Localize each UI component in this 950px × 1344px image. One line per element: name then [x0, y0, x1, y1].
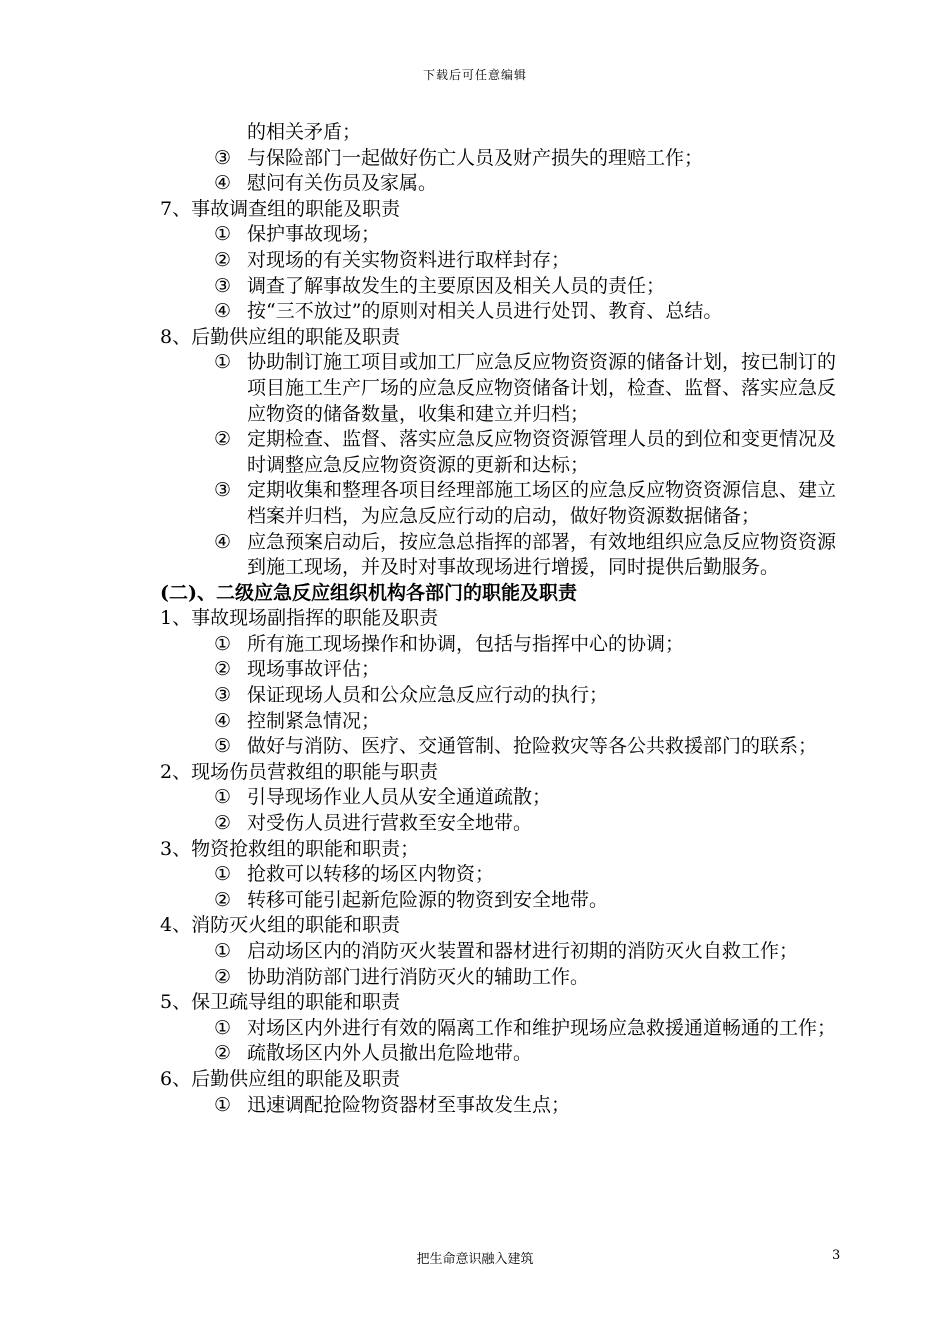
list-item [160, 274, 860, 300]
item-number: ① [214, 223, 232, 246]
item-text: 现场事故评估； [247, 658, 381, 681]
page-number: 3 [832, 1248, 841, 1263]
list-item [160, 1041, 860, 1067]
list-item [160, 888, 860, 914]
list-item [160, 222, 860, 248]
item-number: ③ [214, 684, 232, 707]
item-text: 对受伤人员进行营救至安全地带。 [247, 812, 533, 835]
list-item [160, 1093, 860, 1119]
list-item [160, 862, 860, 888]
item-text: 迅速调配抢险物资器材至事故发生点； [247, 1093, 571, 1116]
item-text: 对场区内外进行有效的隔离工作和维护现场应急救援通道畅通的工作； [247, 1016, 837, 1039]
item-text: 对现场的有关实物资料进行取样封存； [247, 248, 571, 271]
item-text: 定期收集和整理各项目经理部施工场区的应急反应物资资源信息、建立档案并归档，为应急反应行动的启动，做好物资源数据储备； [247, 479, 837, 527]
subsection-heading: 8、后勤供应组的职能及职责 [160, 325, 401, 348]
item-text: 启动场区内的消防灭火装置和器材进行初期的消防灭火自救工作； [247, 940, 799, 962]
list-item [160, 530, 860, 581]
list-item [160, 171, 860, 197]
section-heading: (二)、二级应急反应组织机构各部门的职能及职责 [160, 581, 577, 604]
item-text: 定期检查、监督、落实应急反应物资资源管理人员的到位和变更情况及时调整应急反应物资资源的更新和达标； [247, 428, 837, 476]
item-text: 与保险部门一起做好伤亡人员及财产损失的理赔工作； [247, 146, 704, 169]
item-text: 慰问有关伤员及家属。 [247, 172, 438, 195]
list-item [160, 965, 860, 991]
item-text: 控制紧急情况； [247, 709, 381, 732]
item-text: 转移可能引起新危险源的物资到安全地带。 [247, 888, 609, 911]
list-item [160, 939, 860, 965]
subsection-heading: 3、物资抢救组的职能和职责； [160, 837, 420, 860]
item-number: ② [214, 428, 232, 451]
list-item [160, 248, 860, 274]
subsection-heading: 7、事故调查组的职能及职责 [160, 197, 401, 220]
item-number: ④ [214, 172, 232, 195]
subsection-heading: 4、消防灭火组的职能和职责 [160, 914, 401, 937]
item-text: 引导现场作业人员从安全通道疏散； [247, 786, 552, 809]
list-item [160, 299, 860, 325]
item-number: ② [214, 812, 232, 835]
list-item [160, 427, 860, 478]
item-text: 做好与消防、医疗、交通管制、抢险救灾等各公共救援部门的联系； [247, 735, 818, 758]
item-number: ④ [214, 300, 232, 323]
item-number: ③ [214, 479, 232, 502]
item-text: 调查了解事故发生的主要原因及相关人员的责任； [247, 274, 666, 297]
item-number: ① [214, 1016, 232, 1039]
item-number: ① [214, 940, 232, 962]
document-body [160, 120, 860, 1118]
item-text: 保护事故现场； [247, 223, 381, 246]
item-number: ① [214, 351, 232, 374]
continued-text [160, 120, 860, 146]
list-item [160, 350, 860, 427]
list-item [160, 734, 860, 760]
item-text: 保证现场人员和公众应急反应行动的执行； [247, 684, 609, 707]
item-text: 疏散场区内外人员撤出危险地带。 [247, 1042, 533, 1065]
item-text: 应急预案启动后，按应急总指挥的部署，有效地组织应急反应物资资源到施工现场，并及时对事故现场进行增援，同时提供后勤服务。 [247, 530, 837, 579]
subsection-heading: 2、现场伤员营救组的职能与职责 [160, 760, 439, 783]
item-number: ④ [214, 709, 232, 732]
item-number: ⑤ [214, 735, 232, 758]
page-footer: 把生命意识融入建筑 [416, 1252, 534, 1267]
page-header: 下载后可任意编辑 [422, 68, 527, 82]
subsection-heading: 5、保卫疏导组的职能和职责 [160, 991, 401, 1014]
list-item [160, 709, 860, 735]
list-item [160, 785, 860, 811]
item-number: ③ [214, 146, 232, 169]
item-number: ① [214, 1093, 232, 1116]
item-number: ① [214, 786, 232, 809]
item-number: ② [214, 1042, 232, 1065]
subsection-heading: 1、事故现场副指挥的职能及职责 [160, 607, 439, 630]
list-item [160, 683, 860, 709]
list-item [160, 657, 860, 683]
item-number: ② [214, 248, 232, 271]
list-item [160, 811, 860, 837]
item-text: 抢救可以转移的场区内物资； [247, 863, 495, 886]
item-number: ② [214, 658, 232, 681]
item-text: 所有施工现场操作和协调，包括与指挥中心的协调； [247, 632, 685, 655]
subsection-heading: 6、后勤供应组的职能及职责 [160, 1067, 401, 1090]
item-number: ③ [214, 274, 232, 297]
item-number: ① [214, 632, 232, 655]
item-text: 协助制订施工项目或加工厂应急反应物资资源的储备计划，按已制订的项目施工生产厂场的应急反应物资储备计划，检查、监督、落实应急反应物资的储备数量，收集和建立并归档； [247, 351, 837, 425]
item-text: 的相关矛盾； [247, 121, 362, 143]
item-number: ② [214, 888, 232, 911]
list-item [160, 1016, 860, 1042]
item-number: ② [214, 965, 232, 988]
item-number: ④ [214, 530, 232, 553]
item-text: 按“三不放过”的原则对相关人员进行处罚、教育、总结。 [247, 300, 723, 323]
item-text: 协助消防部门进行消防灭火的辅助工作。 [247, 965, 590, 988]
list-item [160, 632, 860, 658]
list-item [160, 478, 860, 529]
list-item [160, 146, 860, 172]
indent-spacer [214, 120, 247, 146]
item-number: ① [214, 863, 232, 886]
